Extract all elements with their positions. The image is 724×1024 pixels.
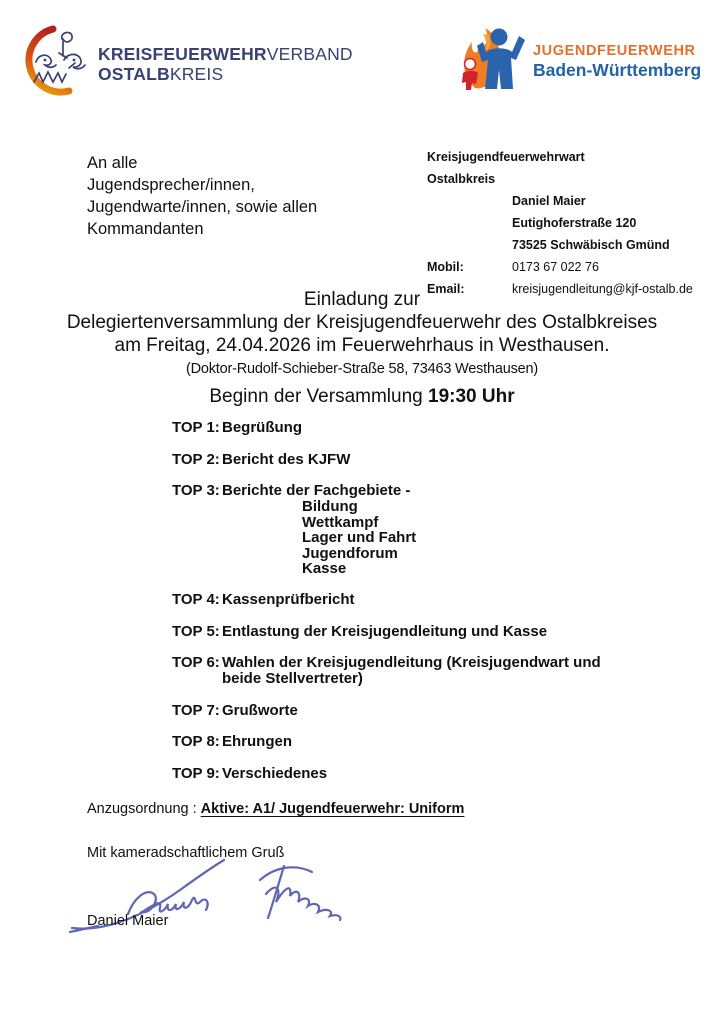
kreisfeuerwehrverband-logo	[12, 22, 353, 105]
agenda-subitem: Kasse	[302, 560, 347, 578]
logo-line1-bold: KREISFEUERWEHR	[98, 43, 267, 64]
agenda-item-top8	[172, 734, 612, 750]
agenda-item-top4	[172, 592, 612, 608]
agenda-text: Entlastung der Kreisjugendleitung und Kasse	[222, 622, 548, 640]
agenda-label: TOP 6:	[172, 654, 220, 672]
jugendfeuerwehr-bw-logo-text	[533, 42, 701, 80]
agenda-text: Kassenprüfbericht	[222, 591, 355, 609]
email-value: kreisjugendleitung@kjf-ostalb.de	[512, 282, 693, 296]
agenda-text: Wahlen der Kreisjugendleitung (Kreisjugendwart und	[222, 654, 601, 672]
meeting-start-text: Beginn der Versammlung	[209, 386, 428, 407]
recipient-line: An alle	[87, 154, 138, 172]
invitation-title	[0, 288, 724, 381]
agenda-text: Begrüßung	[222, 419, 302, 436]
agenda-item-top9	[172, 766, 612, 782]
title-line1: Einladung zur	[303, 289, 421, 310]
signature-printed-name: Daniel Maier	[87, 913, 169, 929]
sender-district: Ostalbkreis	[427, 172, 496, 186]
kreisfeuerwehrverband-logo-text	[98, 44, 353, 84]
title-line2: Delegiertenversammlung der Kreisjugendfeuerwehr des Ostalbkreises	[66, 312, 658, 333]
agenda-item-top1	[172, 420, 612, 436]
flame-youth-figures-icon	[453, 24, 527, 97]
agenda-label: TOP 1:	[172, 419, 220, 436]
agenda-item-top7	[172, 703, 612, 719]
sender-city: 73525 Schwäbisch Gmünd	[512, 238, 670, 252]
sender-name: Daniel Maier	[512, 194, 586, 208]
agenda-item-top3	[172, 483, 612, 577]
agenda-subitem: Jugendforum	[302, 544, 398, 562]
sender-street: Eutighoferstraße 120	[512, 216, 637, 230]
sender-contact-block	[427, 146, 717, 300]
recipient-line: Kommandanten	[87, 220, 204, 238]
eagle-emblem-icon	[12, 22, 92, 105]
agenda-subitem: Lager und Fahrt	[302, 529, 417, 547]
agenda-text: Berichte der Fachgebiete -	[222, 482, 411, 499]
agenda-item-top5	[172, 624, 612, 640]
agenda-label: TOP 4:	[172, 591, 220, 609]
logo-line1-regular: VERBAND	[266, 43, 353, 64]
email-label: Email:	[427, 282, 465, 296]
dresscode-label: Anzugsordnung :	[87, 801, 201, 817]
agenda-subitem: Wettkampf	[302, 513, 379, 531]
logo-right-line2: Baden-Württemberg	[533, 59, 702, 80]
agenda-item-top2	[172, 452, 612, 468]
agenda-label: TOP 2:	[172, 450, 220, 468]
sender-role: Kreisjugendfeuerwehrwart	[427, 150, 585, 164]
agenda-label: TOP 8:	[172, 733, 220, 751]
dresscode-value: Aktive: A1/ Jugendfeuerwehr: Uniform	[200, 801, 465, 817]
recipient-line: Jugendsprecher/innen,	[87, 176, 255, 194]
meeting-start-line	[0, 386, 724, 408]
agenda-text: Ehrungen	[222, 733, 292, 751]
agenda-text: Verschiedenes	[222, 764, 328, 782]
agenda-text: Grußworte	[222, 701, 298, 719]
jugendfeuerwehr-bw-logo	[453, 24, 701, 97]
agenda-item-top6	[172, 655, 612, 687]
mobil-value: 0173 67 022 76	[512, 260, 599, 274]
agenda-list	[172, 420, 612, 797]
agenda-label: TOP 3:	[172, 482, 220, 499]
agenda-subitem: Bildung	[302, 498, 358, 515]
agenda-label: TOP 9:	[172, 764, 220, 782]
logo-line2-bold: OSTALB	[98, 63, 170, 84]
agenda-label: TOP 7:	[172, 701, 220, 719]
agenda-text: Bericht des KJFW	[222, 450, 351, 468]
dresscode-line	[87, 801, 464, 817]
mobil-label: Mobil:	[427, 260, 464, 274]
meeting-start-time: 19:30 Uhr	[428, 386, 515, 407]
agenda-text-line2: beide Stellvertreter)	[222, 670, 363, 688]
logo-line2-regular: KREIS	[169, 63, 224, 84]
logo-right-line1: JUGENDFEUERWEHR	[533, 42, 696, 59]
recipient-address-block	[87, 152, 317, 240]
title-line3: am Freitag, 24.04.2026 im Feuerwehrhaus in Westhausen.	[114, 335, 610, 356]
agenda-subitems	[302, 499, 416, 577]
venue-address: (Doktor-Rudolf-Schieber-Straße 58, 73463 Westhausen)	[185, 361, 538, 377]
closing-salutation: Mit kameradschaftlichem Gruß	[87, 845, 285, 861]
recipient-line: Jugendwarte/innen, sowie allen	[87, 198, 318, 216]
handwritten-signature	[68, 856, 378, 953]
agenda-label: TOP 5:	[172, 622, 220, 640]
